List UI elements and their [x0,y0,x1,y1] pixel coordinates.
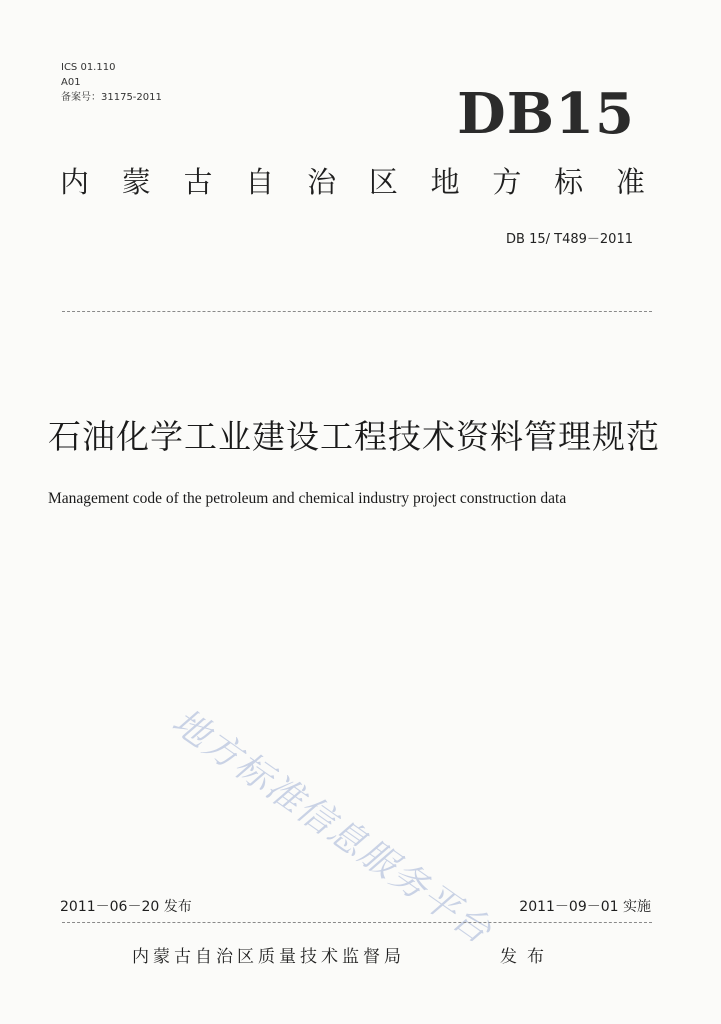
db-logo: DB15 [457,81,635,147]
standard-number: DB 15/ T489－2011 [506,232,633,247]
title-english: Management code of the petroleum and chemical industry project construction data [48,490,567,507]
bottom-divider [62,922,652,923]
standard-type-char: 蒙 [121,165,151,199]
category-code: A01 [61,77,81,88]
standard-type-char: 内 [60,165,90,199]
implementation-date: 2011－09－01 实施 [519,899,651,915]
standard-type-char: 古 [183,165,213,199]
publisher-name: 内蒙古自治区质量技术监督局 [132,947,405,967]
ics-code: ICS 01.110 [61,62,116,73]
standard-type-char: 方 [492,165,522,199]
document-metadata [61,60,162,105]
standard-type-char: 地 [430,165,460,199]
title-chinese: 石油化学工业建设工程技术资料管理规范 [48,417,660,456]
standard-type-char: 标 [554,165,584,199]
standard-type-char: 自 [245,165,275,199]
publish-label: 发布 [500,947,554,967]
standard-type-heading [60,165,645,199]
standard-type-char: 准 [615,165,645,199]
top-divider [62,311,652,312]
standard-type-char: 治 [307,165,337,199]
watermark: 地方标准信息服务平台 [164,701,500,953]
issue-date: 2011－06－20 发布 [60,899,192,915]
filing-number: 备案号：31175-2011 [61,92,162,103]
standard-type-char: 区 [368,165,398,199]
